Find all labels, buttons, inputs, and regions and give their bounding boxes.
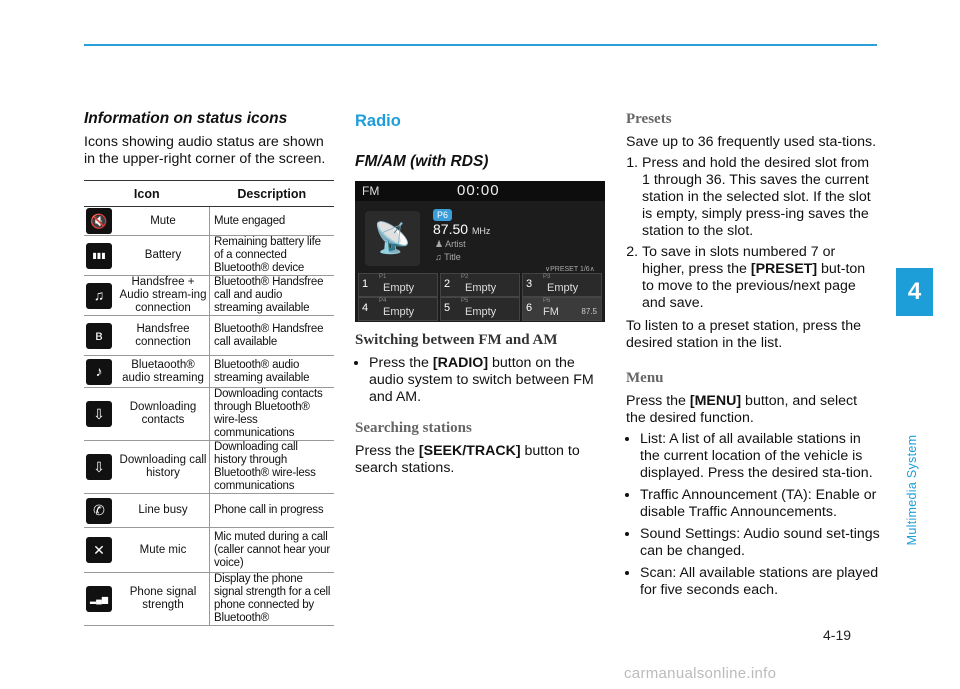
switching-list <box>355 355 605 406</box>
radio-screen <box>355 181 605 322</box>
frequency-display <box>433 221 490 237</box>
table-row <box>84 573 334 626</box>
text: button on the audio system to switch between FM and AM. <box>369 355 594 405</box>
signal-icon: ▂▄▆ <box>86 586 112 612</box>
chapter-number: 4 <box>907 278 922 305</box>
chapter-title: Multimedia System <box>905 434 919 546</box>
icon-name: Line busy <box>117 494 210 528</box>
preset-key: [PRESET] <box>750 261 818 277</box>
chapter-tab <box>896 268 933 316</box>
icon-description: Phone call in progress <box>210 494 335 528</box>
table-row <box>84 316 334 356</box>
download-history-icon: ⇩ <box>86 454 112 480</box>
phone-icon: ✆ <box>86 498 112 524</box>
slot-label: Empty <box>465 306 497 318</box>
table-row <box>84 388 334 441</box>
bluetooth-audio-icon: ♪ <box>86 359 112 385</box>
watermark: carmanualsonline.info <box>624 665 777 682</box>
title-label: ♫ Title <box>435 252 461 262</box>
seek-track-key: [SEEK/TRACK] <box>418 443 521 459</box>
slot-tag: P3 <box>543 274 551 280</box>
table-header-description: Description <box>210 181 335 207</box>
table-header-icon: Icon <box>84 181 210 207</box>
icon-cell <box>84 573 117 626</box>
icon-name: Handsfree connection <box>117 316 210 356</box>
slot-number: 6 <box>526 302 533 314</box>
icon-cell <box>84 207 117 236</box>
icon-cell <box>84 276 117 316</box>
icon-description: Downloading call history through Bluetooth® wire-less communications <box>210 441 335 494</box>
slot-number: 3 <box>526 278 533 290</box>
table-row <box>84 276 334 316</box>
icon-description: Mic muted during a call (caller cannot hear your voice) <box>210 528 335 573</box>
icon-name: Downloading call history <box>117 441 210 494</box>
slot-frequency: 87.5 <box>581 307 597 316</box>
menu-item-sound: • Sound Settings: Audio sound set-tings can be changed. <box>640 526 880 560</box>
preset-slot-4[interactable] <box>358 297 438 321</box>
text: but-ton to move to the previous/next page and save. <box>642 261 866 311</box>
top-rule <box>84 44 877 46</box>
switching-item <box>369 355 605 406</box>
icon-description: Bluetooth® Handsfree call available <box>210 316 335 356</box>
icon-name: Mute <box>117 207 210 236</box>
icon-description: Remaining battery life of a connected Bluetooth® device <box>210 236 335 276</box>
presets-heading: Presets <box>626 111 672 127</box>
icon-description: Downloading contacts through Bluetooth® wire-less communications <box>210 388 335 441</box>
slot-number: 1 <box>362 278 369 290</box>
icon-name: Handsfree + Audio stream-ing connection <box>117 276 210 316</box>
slot-label: Empty <box>383 306 415 318</box>
status-icons-intro: Icons showing audio status are shown in the upper-right corner of the screen. <box>84 134 326 167</box>
column-status-icons <box>84 100 334 626</box>
menu-key: [MENU] <box>689 393 742 409</box>
download-contacts-icon: ⇩ <box>86 401 112 427</box>
switching-heading: Switching between FM and AM <box>355 332 558 348</box>
frequency-unit: MHz <box>471 226 491 236</box>
preset-slot-2[interactable] <box>440 273 520 297</box>
icon-cell <box>84 316 117 356</box>
text: Press the <box>369 355 433 371</box>
icon-cell <box>84 356 117 388</box>
icon-cell <box>84 441 117 494</box>
icon-name: Downloading contacts <box>117 388 210 441</box>
presets-steps <box>626 155 880 312</box>
text: Press the <box>626 393 690 409</box>
screen-clock: 00:00 <box>457 182 500 199</box>
preset-step-1: 1. Press and hold the desired slot from 1 through 36. This saves the current station in the selected slot. If the slot is empty, simply press-ing saves the station to the slot. <box>642 155 880 240</box>
icon-cell <box>84 494 117 528</box>
slot-label: FM <box>543 306 559 318</box>
slot-tag: P1 <box>379 274 387 280</box>
table-row <box>84 528 334 573</box>
radio-key: [RADIO] <box>432 355 489 371</box>
handsfree-audio-icon: ♫ <box>86 283 112 309</box>
chapter-side-label <box>902 430 922 550</box>
slot-label: Empty <box>547 282 579 294</box>
table-row <box>84 207 334 236</box>
text: button, and select the desired function. <box>626 393 858 426</box>
menu-intro <box>626 393 880 427</box>
icon-description: Bluetooth® Handsfree call and audio streaming available <box>210 276 335 316</box>
icon-cell <box>84 528 117 573</box>
table-row <box>84 356 334 388</box>
table-row <box>84 441 334 494</box>
searching-heading: Searching stations <box>355 420 472 436</box>
icon-description: Bluetooth® audio streaming available <box>210 356 335 388</box>
icon-description: Mute engaged <box>210 207 335 236</box>
text: Press the <box>355 443 419 459</box>
preset-slot-5[interactable] <box>440 297 520 321</box>
slot-tag: P5 <box>461 298 469 304</box>
preset-badge: P6 <box>433 209 452 221</box>
icon-name: Phone signal strength <box>117 573 210 626</box>
frequency-value: 87.50 <box>433 221 469 237</box>
column-presets-menu <box>626 100 880 604</box>
menu-item-list: • List: A list of all available stations in the current location of the vehicle is displayed. Press the desired sta-tion. <box>640 431 880 482</box>
slot-label: Empty <box>465 282 497 294</box>
icon-name: Battery <box>117 236 210 276</box>
mute-icon: 🔇 <box>86 208 112 234</box>
column-radio <box>355 100 605 477</box>
screen-band: FM <box>362 184 380 198</box>
table-row <box>84 236 334 276</box>
slot-number: 2 <box>444 278 451 290</box>
status-icons-table <box>84 180 334 626</box>
handsfree-icon: ʙ <box>86 323 112 349</box>
slot-number: 4 <box>362 302 369 314</box>
mute-mic-icon: ✕ <box>86 537 112 563</box>
preset-slot-6[interactable] <box>522 297 602 321</box>
icon-name: Bluetaooth® audio streaming <box>117 356 210 388</box>
fm-am-heading: FM/AM (with RDS) <box>355 153 489 170</box>
slot-label: Empty <box>383 282 415 294</box>
radio-heading: Radio <box>355 112 401 130</box>
icon-cell <box>84 236 117 276</box>
slot-tag: P2 <box>461 274 469 280</box>
page-number: 4-19 <box>823 627 852 643</box>
artist-label: ♟ Artist <box>435 239 466 249</box>
preset-step-2 <box>642 244 880 312</box>
table-row <box>84 494 334 528</box>
searching-text <box>355 443 605 477</box>
title-text: Title <box>444 252 461 262</box>
icon-description: Display the phone signal strength for a cell phone connected by Bluetooth® <box>210 573 335 626</box>
preset-page-indicator[interactable]: ∨PRESET 1/6∧ <box>545 266 595 273</box>
menu-item-scan: • Scan: All available stations are played for five seconds each. <box>640 565 880 599</box>
status-icons-heading: Information on status icons <box>84 110 288 127</box>
slot-tag: P6 <box>543 298 551 304</box>
menu-heading: Menu <box>626 370 664 386</box>
text: To save in slots numbered 7 or higher, press the <box>642 244 836 277</box>
menu-item-traffic: • Traffic Announcement (TA): Enable or disable Traffic Announcements. <box>640 487 880 521</box>
preset-slot-1[interactable] <box>358 273 438 297</box>
menu-list <box>626 431 880 599</box>
battery-icon: ▮▮▮ <box>86 243 112 269</box>
preset-slot-3[interactable] <box>522 273 602 297</box>
presets-intro: Save up to 36 frequently used sta-tions. <box>626 134 877 150</box>
artist-text: Artist <box>445 239 466 249</box>
listen-text: To listen to a preset station, press the desired station in the list. <box>626 318 862 351</box>
icon-name: Mute mic <box>117 528 210 573</box>
icon-cell <box>84 388 117 441</box>
text: button to search stations. <box>355 443 580 476</box>
slot-tag: P4 <box>379 298 387 304</box>
antenna-icon: 📡 <box>365 211 420 266</box>
slot-number: 5 <box>444 302 451 314</box>
